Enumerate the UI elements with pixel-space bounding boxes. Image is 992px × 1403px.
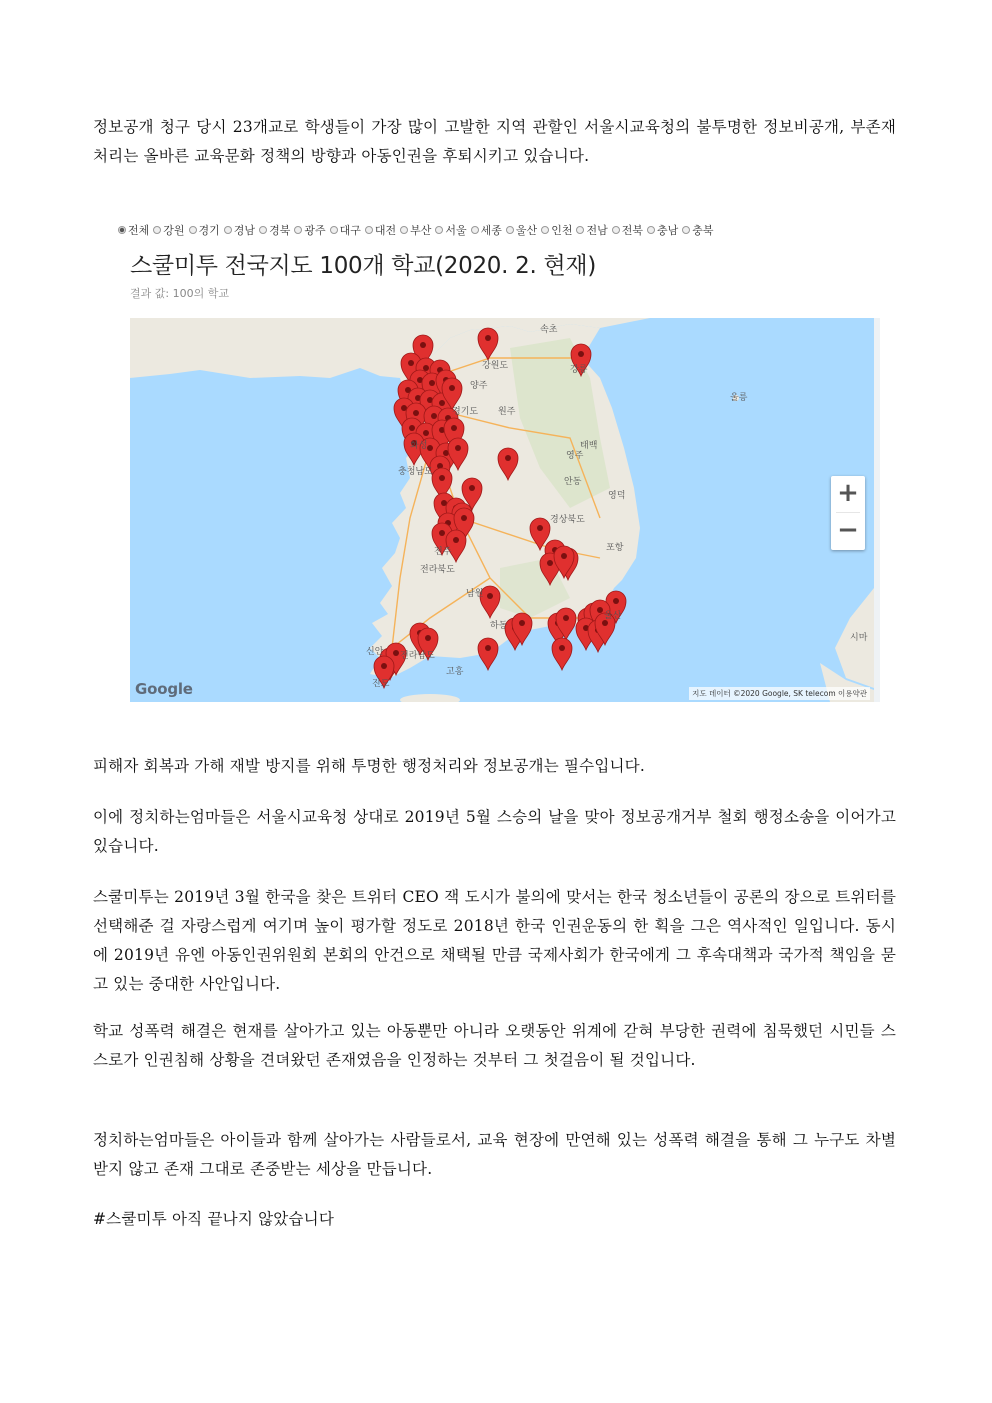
map-attribution[interactable]: 지도 데이터 ©2020 Google, SK telecom 이용약관: [689, 687, 870, 700]
region-filter-label: 부산: [410, 224, 432, 237]
radio-indicator: [189, 226, 197, 234]
region-filter-radio[interactable]: [471, 222, 502, 238]
region-filter-label: 광주: [304, 224, 326, 237]
region-filter-label: 경기: [198, 224, 220, 237]
southern-island: [400, 694, 460, 702]
region-filter-radio[interactable]: [224, 222, 255, 238]
region-filter-label: 인천: [551, 224, 573, 237]
map-title: 스쿨미투 전국지도 100개 학교(2020. 2. 현재): [130, 253, 597, 279]
region-filter-label: 충북: [692, 224, 714, 237]
region-filter-label: 세종: [480, 224, 502, 237]
map-label: 신안: [366, 647, 384, 657]
radio-indicator: [153, 226, 161, 234]
region-filter-radio[interactable]: [576, 222, 607, 238]
map-label: 전라남도: [400, 651, 435, 661]
region-filter-radio[interactable]: [118, 222, 149, 238]
map-label: 전주: [434, 547, 452, 557]
map-label: 영덕: [608, 491, 626, 501]
radio-indicator: [682, 226, 690, 234]
paragraph-1: 정보공개 청구 당시 23개교로 학생들이 가장 많이 고발한 지역 관할인 서울시교육청의 불투명한 정보비공개, 부존재 처리는 올바른 교육문화 정책의 방향과 아동인권을 후퇴시키고 있습니다.: [93, 118, 896, 165]
school-pin-marker[interactable]: [552, 638, 572, 670]
zoom-out-button[interactable]: −: [837, 515, 859, 545]
region-filter-radio[interactable]: [506, 222, 537, 238]
region-filter-radio[interactable]: [682, 222, 713, 238]
map-label: 울릉: [730, 393, 748, 403]
map-label: 시마: [850, 633, 868, 643]
map-label: 충청남도: [398, 467, 433, 477]
map-label: 강원도: [482, 361, 509, 371]
map-label: 남원: [466, 589, 484, 599]
radio-indicator: [435, 226, 443, 234]
region-filter-label: 대구: [339, 224, 361, 237]
region-filter-label: 강원: [163, 224, 185, 237]
radio-indicator: [576, 226, 584, 234]
zoom-in-button[interactable]: +: [837, 478, 859, 508]
map-label: 태백: [580, 441, 598, 451]
radio-indicator: [365, 226, 373, 234]
radio-indicator: [259, 226, 267, 234]
region-filter-radio[interactable]: [400, 222, 431, 238]
region-filter-label: 경북: [269, 224, 291, 237]
radio-indicator: [118, 226, 126, 234]
paragraph-2: 피해자 회복과 가해 재발 방지를 위해 투명한 행정처리와 정보공개는 필수입니다.: [93, 757, 645, 775]
region-filter-label: 전북: [621, 224, 643, 237]
paragraph-5: 학교 성폭력 해결은 현재를 살아가고 있는 아동뿐만 아니라 오랫동안 위계에 갇혀 부당한 권력에 침묵했던 시민들 스스로가 인권침해 상황을 견뎌왔던 존재였음을 인정하는 것부터 그 첫걸음이 될 것입니다.: [93, 1022, 896, 1069]
map-label: 울산: [604, 611, 622, 621]
map-label: 고흥: [446, 667, 464, 677]
region-filter-group: [118, 222, 714, 238]
map-label: 화성: [410, 441, 428, 451]
school-pin-marker[interactable]: [478, 638, 498, 670]
zoom-control: [831, 476, 865, 550]
map-canvas[interactable]: [130, 318, 880, 702]
region-filter-radio[interactable]: [647, 222, 678, 238]
map-label: 원주: [498, 407, 516, 417]
radio-indicator: [471, 226, 479, 234]
map-label: 속초: [540, 325, 558, 335]
map-label: 전라북도: [420, 565, 455, 575]
region-filter-label: 충남: [656, 224, 679, 237]
google-logo[interactable]: Google: [135, 680, 193, 698]
region-filter-radio[interactable]: [294, 222, 325, 238]
radio-indicator: [330, 226, 338, 234]
region-filter-label: 대전: [374, 224, 397, 237]
radio-indicator: [400, 226, 408, 234]
map-label: 안동: [564, 477, 582, 487]
map-label: 포항: [606, 543, 624, 553]
radio-indicator: [224, 226, 232, 234]
radio-indicator: [647, 226, 655, 234]
hashtag-closing: #스쿨미투 아직 끝나지 않았습니다: [93, 1210, 334, 1228]
region-filter-radio[interactable]: [153, 222, 184, 238]
map-svg: [130, 318, 874, 702]
map-label: 경기도: [452, 407, 479, 417]
region-filter-radio[interactable]: [435, 222, 466, 238]
map-label: 경상북도: [550, 515, 585, 525]
region-filter-label: 서울: [445, 224, 467, 237]
paragraph-3: 이에 정치하는엄마들은 서울시교육청 상대로 2019년 5월 스승의 날을 맞아 정보공개거부 철회 행정소송을 이어가고 있습니다.: [93, 808, 896, 855]
region-filter-radio[interactable]: [365, 222, 396, 238]
radio-indicator: [506, 226, 514, 234]
map-label: 진도: [372, 679, 390, 689]
radio-indicator: [541, 226, 549, 234]
radio-indicator: [612, 226, 620, 234]
region-filter-radio[interactable]: [330, 222, 361, 238]
region-filter-label: 전체: [128, 224, 150, 237]
map-result-count: 결과 값: 100의 학교: [130, 287, 229, 300]
map-label: 하동: [490, 621, 508, 631]
region-filter-label: 울산: [515, 224, 538, 237]
region-filter-radio[interactable]: [189, 222, 220, 238]
map-label: 영주: [566, 451, 584, 461]
region-filter-label: 전남: [586, 224, 608, 237]
paragraph-4: 스쿨미투는 2019년 3월 한국을 찾은 트위터 CEO 잭 도시가 불의에 맞서는 한국 청소년들이 공론의 장으로 트위터를 선택해준 걸 자랑스럽게 여기며 높이 평가할 정도로 2018년 한국 인권운동의 한 획을 그은 역사적인 일입니다. 동시에 2019년 유엔 아동인권위원회 본회의 안건으로 채택될 만큼 국제사회가 한국에게 그 후속대책과 국가적 책임을 묻고 있는 중대한 사안입니다.: [93, 888, 896, 993]
region-filter-radio[interactable]: [612, 222, 643, 238]
region-filter-radio[interactable]: [541, 222, 572, 238]
region-filter-label: 경남: [233, 224, 256, 237]
map-label: 강릉: [570, 365, 588, 375]
map-label: 양주: [470, 381, 488, 391]
radio-indicator: [294, 226, 302, 234]
school-metoo-map-figure: [112, 214, 898, 712]
region-filter-radio[interactable]: [259, 222, 290, 238]
paragraph-6: 정치하는엄마들은 아이들과 함께 살아가는 사람들로서, 교육 현장에 만연해 있는 성폭력 해결을 통해 그 누구도 차별 받지 않고 존재 그대로 존중받는 세상을 만듭니다.: [93, 1131, 896, 1178]
